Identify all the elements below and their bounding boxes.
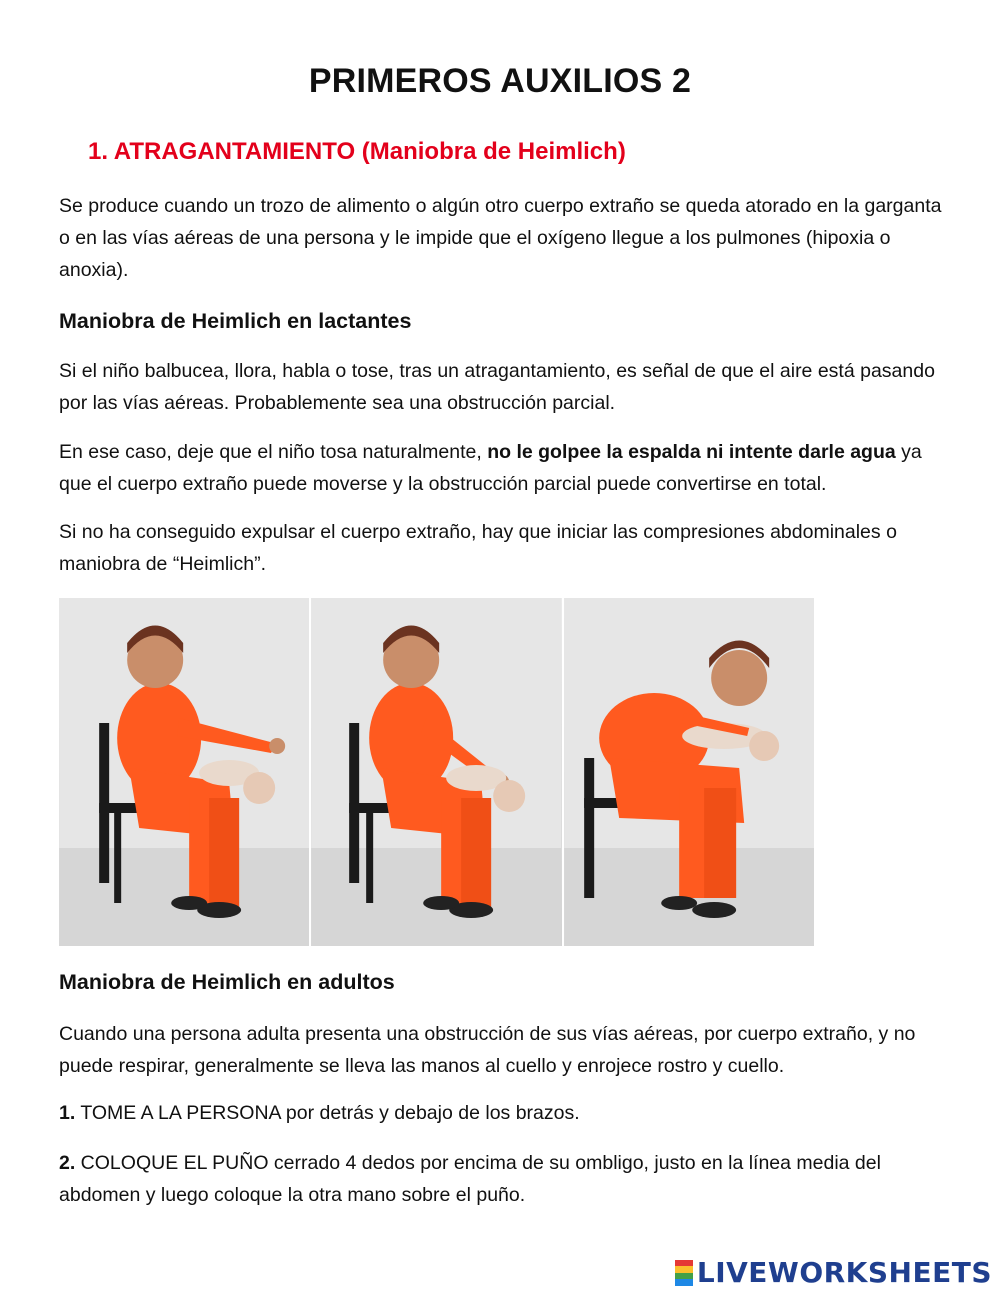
adults-paragraph-1: Cuando una persona adulta presenta una obstrucción de sus vías aéreas, por cuerpo extraño, y no puede respirar, generalmente se lleva las manos al cuello y enrojece rostro y cuello.: [59, 1023, 916, 1077]
intro-paragraph: Se produce cuando un trozo de alimento o algún otro cuerpo extraño se queda atorado en la garganta o en las vías aéreas de una persona y le impide que el oxígeno llegue a los pulmones (hipoxia o anoxia).: [59, 195, 942, 281]
step-2-number: 2.: [59, 1152, 76, 1174]
infants-paragraph-2: [59, 436, 949, 500]
photo-illustration-3: [564, 598, 814, 946]
infants-paragraph-1: Si el niño balbucea, llora, habla o tose, tras un atragantamiento, es señal de que el aire está pasando por las vías aéreas. Probablemente sea una obstrucción parcial.: [59, 360, 935, 414]
adults-step-1: [59, 1097, 949, 1129]
infant-back-blows-photo-2: [311, 598, 561, 946]
liveworksheets-logo-icon: [675, 1260, 693, 1286]
liveworksheets-logo-text: LIVEWORKSHEETS: [696, 1256, 992, 1289]
step-1-text: TOME A LA PERSONA por detrás y debajo de los brazos.: [75, 1102, 580, 1124]
infants-p2-end: ya que el cuerpo extraño puede moverse y la obstrucción parcial puede convertirse en total.: [59, 441, 922, 495]
photo-illustration-1: [59, 598, 309, 946]
infants-p2-start: En ese caso, deje que el niño tosa naturalmente,: [59, 441, 488, 463]
infants-heading: Maniobra de Heimlich en lactantes: [59, 309, 412, 333]
infants-paragraph-3: Si no ha conseguido expulsar el cuerpo extraño, hay que iniciar las compresiones abdominales o maniobra de “Heimlich”.: [59, 521, 897, 575]
step-1-number: 1.: [59, 1102, 76, 1124]
infants-p2-bold: no le golpee la espalda ni intente darle agua: [487, 441, 896, 463]
liveworksheets-logo: [675, 1256, 992, 1289]
infant-back-blows-photo: [59, 598, 309, 946]
section-heading: 1. ATRAGANTAMIENTO (Maniobra de Heimlich): [88, 138, 626, 165]
photo-strip: [59, 598, 814, 946]
step-2-text: COLOQUE EL PUÑO cerrado 4 dedos por encima de su ombligo, justo en la línea media del abdomen y luego coloque la otra mano sobre el puño.: [59, 1152, 881, 1206]
page-title: PRIMEROS AUXILIOS 2: [308, 62, 692, 100]
photo-illustration-2: [311, 598, 561, 946]
infant-chest-compressions-photo: [564, 598, 814, 946]
adults-heading: Maniobra de Heimlich en adultos: [59, 970, 395, 994]
adults-step-2: [59, 1147, 949, 1211]
